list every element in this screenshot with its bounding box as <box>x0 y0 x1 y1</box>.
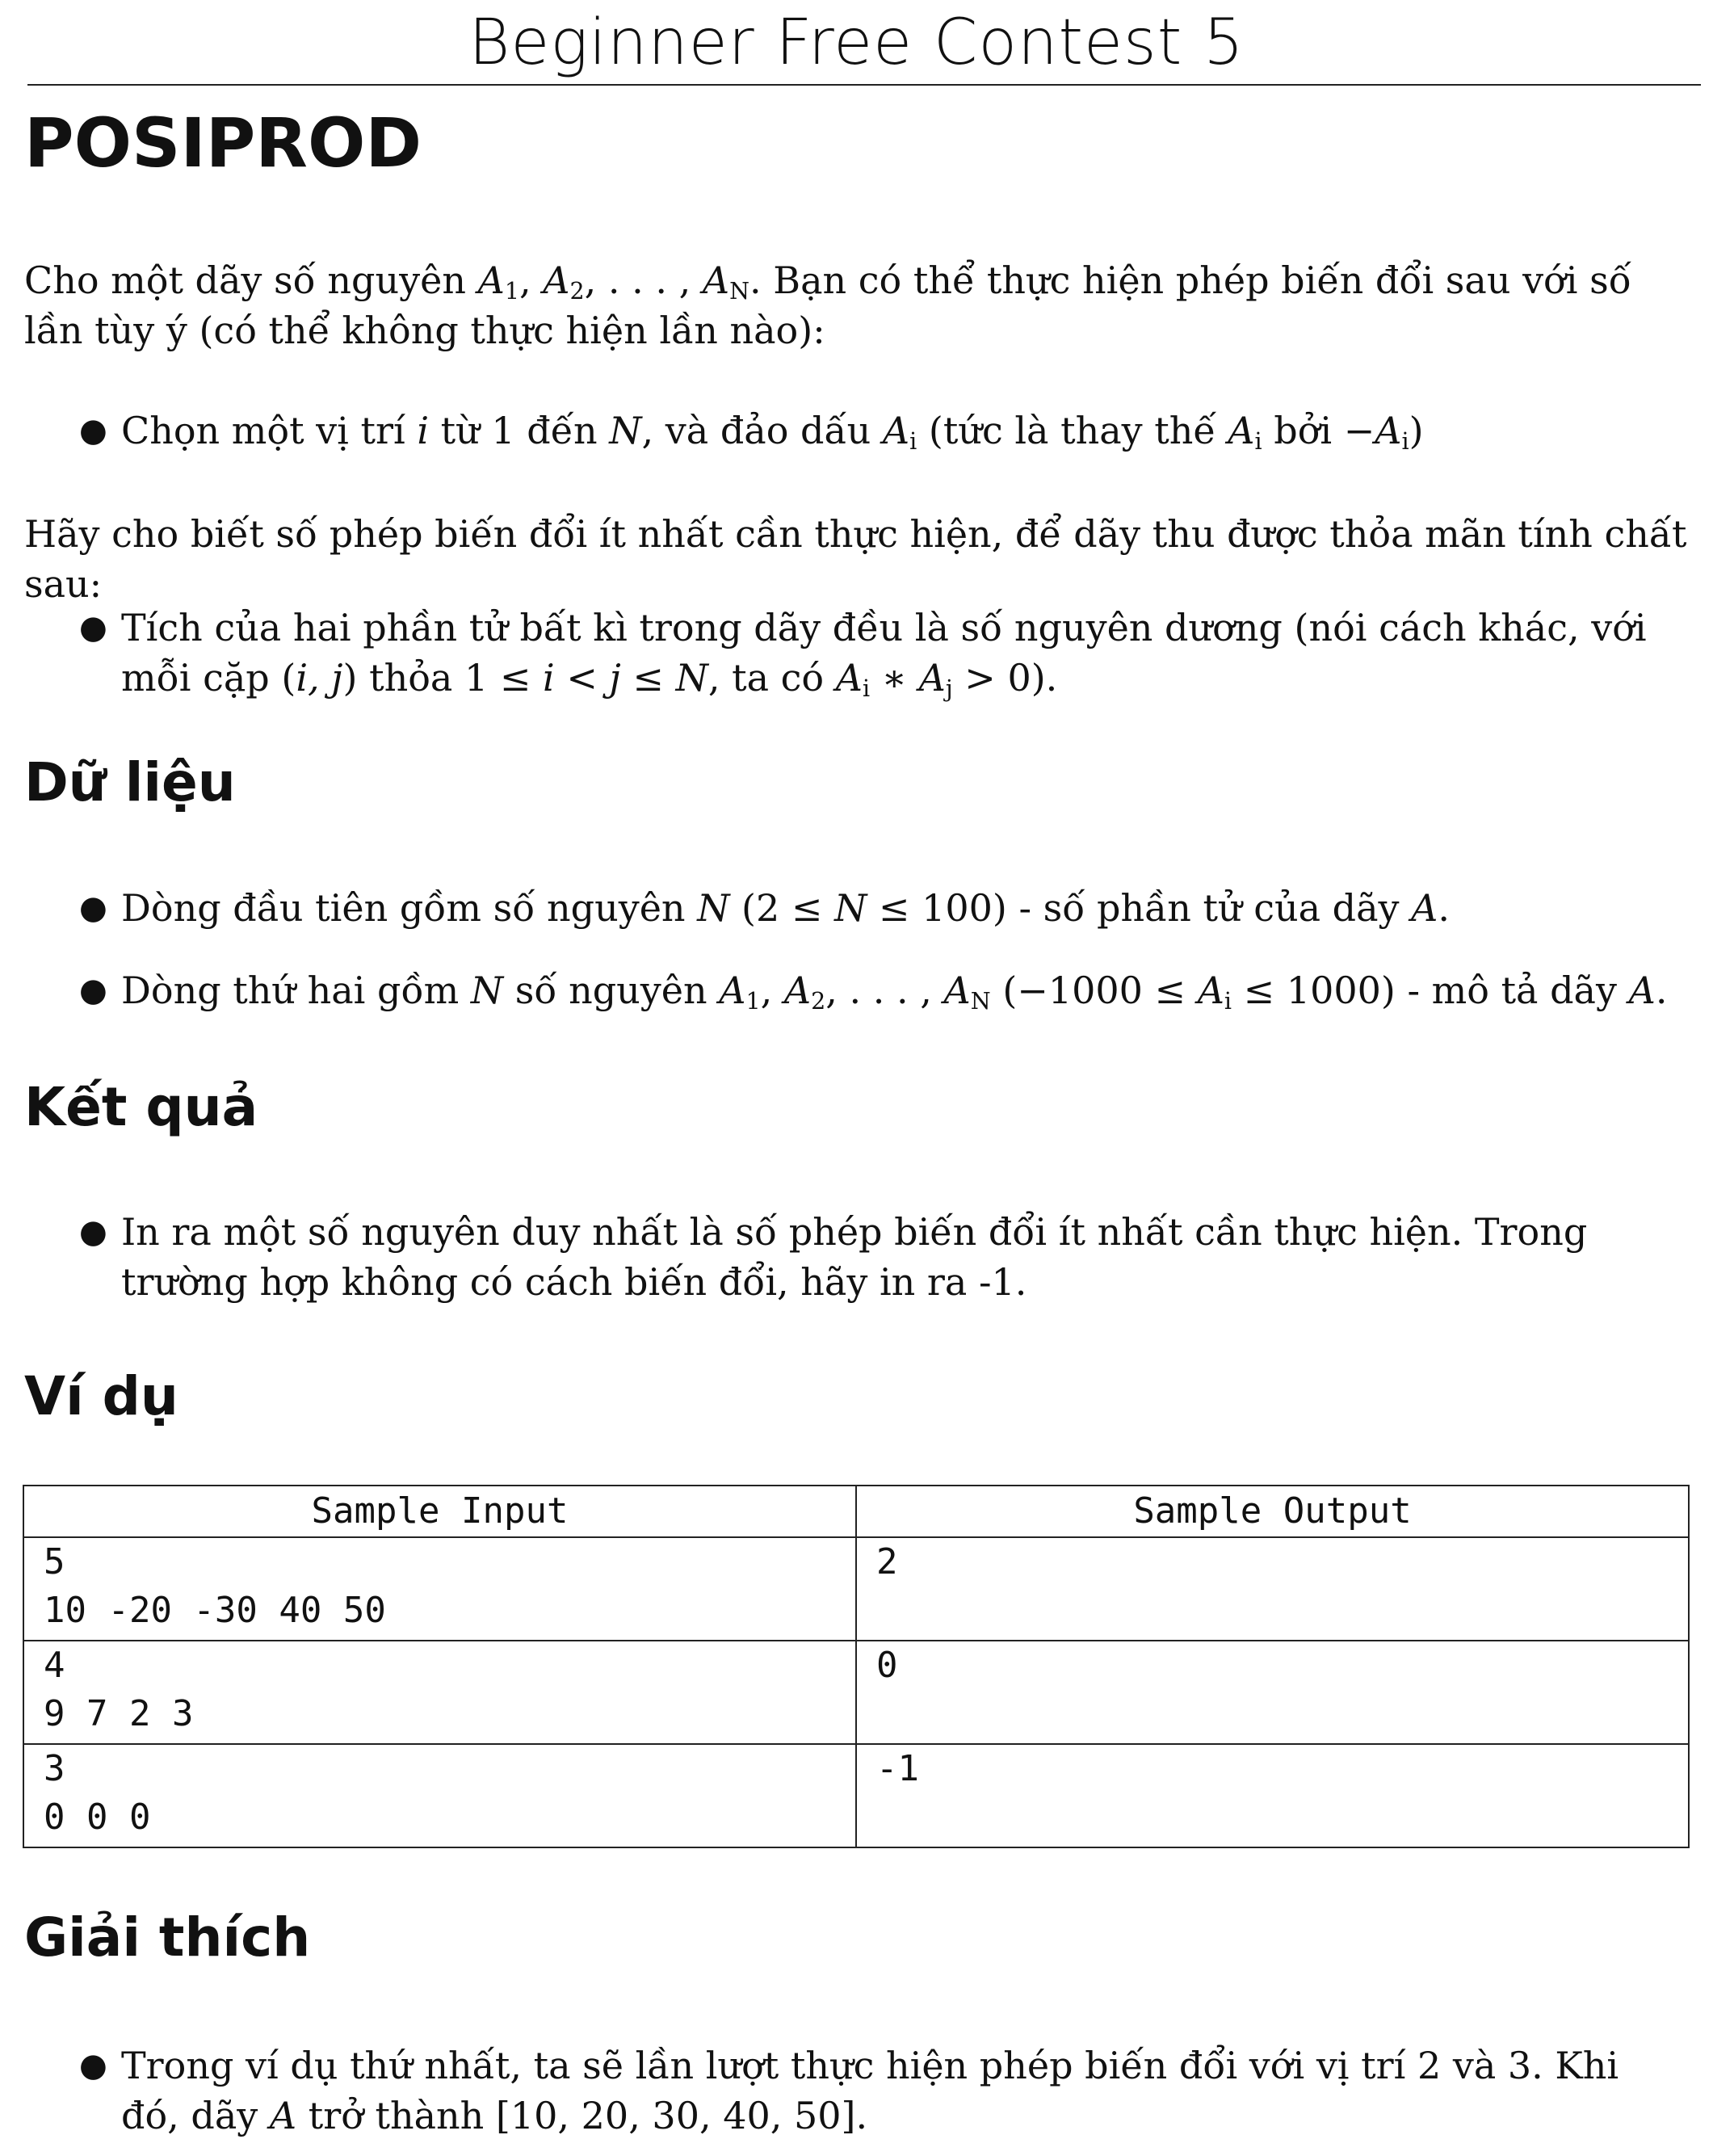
math-symbol: A <box>477 258 505 302</box>
math-symbol: i <box>543 656 555 700</box>
text-run: < <box>554 656 610 700</box>
bullet-marker: ● <box>79 412 107 449</box>
math-symbol: N <box>834 886 867 930</box>
math-symbol: A <box>543 258 570 302</box>
sample-table <box>23 1485 1690 1848</box>
sample-input-cell <box>23 1744 856 1847</box>
math-symbol: A <box>1197 969 1224 1012</box>
sample-input-line: 10 -20 -30 40 50 <box>44 1590 386 1631</box>
text-run: Tích của hai phần tử bất kì trong dãy đều là số nguyên dương (nói cách khác, với mỗi cặp ( <box>121 606 1647 700</box>
output-bullet <box>79 1207 1688 1307</box>
math-subscript: i <box>1224 988 1232 1015</box>
problem-intro <box>24 255 1688 355</box>
math-subscript: N <box>970 988 991 1015</box>
sample-input-cell <box>23 1641 856 1744</box>
text-run: . <box>1438 886 1451 930</box>
math-symbol: A <box>918 656 946 700</box>
text-run: , . . . , <box>825 969 944 1012</box>
math-symbol: A <box>882 409 910 452</box>
problem-question <box>24 509 1688 609</box>
sample-input-cell <box>23 1537 856 1641</box>
math-subscript: 1 <box>504 278 519 305</box>
text-run: , ta có <box>707 656 836 700</box>
text-run: Dòng thứ hai gồm <box>121 969 471 1012</box>
explanation-heading: Giải thích <box>24 1906 311 1969</box>
text-run: bởi − <box>1262 409 1375 452</box>
property-text <box>121 606 1647 703</box>
bullet-marker: ● <box>79 2047 107 2084</box>
text-run: Chọn một vị trí <box>121 409 418 452</box>
operation-bullet <box>79 406 1688 456</box>
text-run: ≤ <box>620 656 676 700</box>
text-run: , <box>519 258 544 302</box>
bullet-marker: ● <box>79 609 107 646</box>
text-run: Trong ví dụ thứ nhất, ta sẽ lần lượt thực hiện phép biến đổi với vị trí 2 và 3. Khi đó, dãy <box>121 2044 1619 2137</box>
output-section-heading: Kết quả <box>24 1076 258 1138</box>
input-section-heading: Dữ liệu <box>24 751 236 813</box>
sample-input-line: 5 <box>44 1541 65 1582</box>
math-subscript: 1 <box>745 988 761 1015</box>
math-symbol: A <box>719 969 746 1012</box>
sample-header-row <box>23 1486 1689 1537</box>
text-run: Cho một dãy số nguyên <box>24 258 478 302</box>
math-subscript: i <box>909 428 917 456</box>
text-run: (−1000 ≤ <box>990 969 1198 1012</box>
math-symbol: N <box>697 886 730 930</box>
bullet-marker: ● <box>79 972 107 1009</box>
math-symbol: A <box>1228 409 1255 452</box>
sample-output-header: Sample Output <box>856 1486 1689 1537</box>
output-bullet-text <box>121 1210 1587 1304</box>
sample-input-line: 4 <box>44 1645 65 1686</box>
sample-output-cell <box>856 1744 1689 1847</box>
math-symbol: i <box>417 409 430 452</box>
math-symbol: A <box>943 969 971 1012</box>
bullet-marker: ● <box>79 889 107 927</box>
text-run: . <box>1655 969 1668 1012</box>
examples-heading: Ví dụ <box>24 1365 178 1427</box>
table-row <box>23 1744 1689 1847</box>
text-run: > 0). <box>952 656 1058 700</box>
math-subscript: i <box>1401 428 1409 456</box>
text-run: . Bạn có thể thực hiện phép biến đổi sau với số lần tùy ý (có thể không thực hiện lần nào): <box>24 258 1631 352</box>
explanation-text <box>121 2044 1619 2137</box>
text-run: ≤ 100) - số phần tử của dãy <box>867 886 1412 930</box>
sample-output-cell <box>856 1537 1689 1641</box>
text-run: ∗ <box>870 656 919 700</box>
text-run: trở thành [10, 20, 30, 40, 50]. <box>296 2094 868 2137</box>
math-symbol: j <box>609 656 621 700</box>
bullet-marker: ● <box>79 1213 107 1250</box>
math-symbol: A <box>269 2094 297 2137</box>
problem-title: POSIPROD <box>24 103 422 183</box>
text-run: số nguyên <box>503 969 720 1012</box>
table-row <box>23 1537 1689 1641</box>
contest-title: Beginner Free Contest 5 <box>468 6 1245 79</box>
math-subscript: 2 <box>811 988 826 1015</box>
text-run: (2 ≤ <box>729 886 835 930</box>
text-run: ) thỏa 1 ≤ <box>342 656 544 700</box>
sample-input-header: Sample Input <box>23 1486 856 1537</box>
math-subscript: 2 <box>569 278 585 305</box>
explanation-bullet <box>79 2040 1688 2141</box>
math-subscript: i <box>862 675 871 703</box>
header-divider <box>27 84 1701 86</box>
sample-input-line: 9 7 2 3 <box>44 1693 194 1734</box>
math-symbol: A <box>702 258 730 302</box>
sample-output-line: 0 <box>876 1645 898 1686</box>
input-bullet-2-text <box>121 969 1668 1015</box>
math-symbol: A <box>783 969 812 1012</box>
table-row <box>23 1641 1689 1744</box>
text-run: , <box>760 969 784 1012</box>
math-subscript: i <box>1254 428 1262 456</box>
math-symbol: i, j <box>296 656 343 700</box>
text-run: In ra một số nguyên duy nhất là số phép biến đổi ít nhất cần thực hiện. Trong trường hợp không có cách biến đổi, hãy in ra -1. <box>121 1210 1588 1304</box>
math-subscript: j <box>945 675 953 703</box>
text-run: Dòng đầu tiên gồm số nguyên <box>121 886 698 930</box>
math-symbol: N <box>470 969 504 1012</box>
math-symbol: A <box>1375 409 1402 452</box>
sample-input-line: 0 0 0 <box>44 1797 151 1838</box>
math-symbol: N <box>609 409 642 452</box>
math-symbol: N <box>675 656 708 700</box>
input-bullet-2 <box>79 965 1688 1015</box>
text-run: ≤ 1000) - mô tả dãy <box>1232 969 1629 1012</box>
operation-text <box>121 409 1424 456</box>
math-symbol: A <box>1411 886 1438 930</box>
text-run: từ 1 đến <box>429 409 610 452</box>
input-bullet-1-text <box>121 886 1450 930</box>
text-run: (tức là thay thế <box>917 409 1228 452</box>
text-run: , . . . , <box>584 258 703 302</box>
math-symbol: A <box>835 656 863 700</box>
text-run: , và đảo dấu <box>641 409 883 452</box>
sample-output-line: 2 <box>876 1541 898 1582</box>
text-run: Hãy cho biết số phép biến đổi ít nhất cần thực hiện, để dãy thu được thỏa mãn tính chất sau: <box>24 512 1687 606</box>
math-subscript: N <box>729 278 750 305</box>
sample-output-line: -1 <box>876 1748 919 1789</box>
math-symbol: A <box>1628 969 1656 1012</box>
sample-input-line: 3 <box>44 1748 65 1789</box>
input-bullet-1 <box>79 883 1688 933</box>
text-run: ) <box>1409 409 1424 452</box>
sample-output-cell <box>856 1641 1689 1744</box>
property-bullet <box>79 603 1688 703</box>
